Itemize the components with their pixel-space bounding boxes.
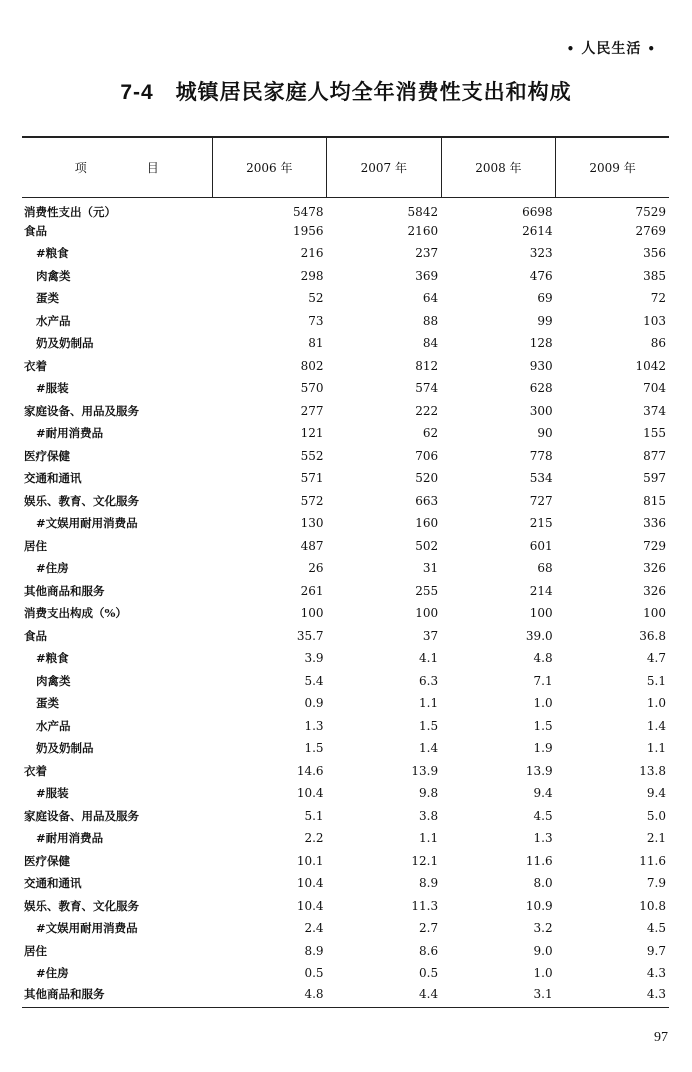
cell-value: 84 [422, 336, 439, 351]
cell-value: 2160 [407, 223, 439, 238]
row-label: #耐用消费品 [36, 426, 104, 441]
row-label: #住房 [36, 966, 69, 981]
section-header [561, 38, 662, 58]
table-row [22, 895, 669, 918]
table-row [22, 850, 669, 873]
row-label: 消费性支出（元） [24, 204, 116, 219]
cell-value: 13.8 [639, 763, 666, 778]
header-item-right: 目 [146, 160, 159, 175]
cell-value: 31 [422, 561, 439, 576]
cell-value: 155 [643, 426, 666, 441]
cell-value: 487 [300, 538, 324, 553]
cell-value: 6.3 [419, 673, 439, 688]
cell-value: 52 [308, 291, 324, 306]
table-row [22, 872, 669, 895]
cell-value: 4.8 [533, 651, 553, 666]
table-body [22, 197, 669, 1007]
column-header-item [22, 137, 212, 197]
cell-value: 10.4 [296, 898, 324, 913]
row-label: 其他商品和服务 [24, 583, 105, 598]
cell-value: 1.3 [533, 831, 553, 846]
cell-value: 1.0 [533, 966, 553, 981]
row-label: 医疗保健 [24, 853, 70, 868]
cell-value: 4.3 [556, 985, 669, 1008]
row-label: #住房 [36, 561, 69, 576]
cell-value: 261 [300, 583, 324, 598]
table-row [22, 805, 669, 828]
table-row [22, 355, 669, 378]
cell-value: 4.1 [419, 651, 439, 666]
cell-value: 9.7 [646, 943, 666, 958]
cell-value: 597 [643, 471, 666, 486]
cell-value: 802 [300, 358, 324, 373]
cell-value: 8.0 [533, 876, 553, 891]
table-row [22, 265, 669, 288]
cell-value: 99 [537, 313, 553, 328]
cell-value: 4.3 [646, 966, 666, 981]
row-label: 蛋类 [36, 291, 59, 306]
cell-value: 73 [308, 313, 324, 328]
cell-value: 778 [529, 448, 553, 463]
cell-value: 374 [643, 403, 666, 418]
cell-value: 36.8 [639, 628, 666, 643]
cell-value: 6698 [522, 204, 553, 219]
cell-value: 323 [529, 246, 553, 261]
cell-value: 8.9 [304, 943, 324, 958]
cell-value: 2.1 [646, 831, 666, 846]
cell-value: 68 [537, 561, 553, 576]
table-row [22, 647, 669, 670]
row-label: 娱乐、教育、文化服务 [24, 898, 139, 913]
cell-value: 502 [415, 538, 439, 553]
cell-value: 215 [529, 516, 553, 531]
cell-value: 5842 [407, 204, 439, 219]
cell-value: 8.6 [419, 943, 439, 958]
cell-value: 10.4 [296, 786, 324, 801]
column-header-year: 2006 年 [212, 137, 327, 197]
cell-value: 9.4 [646, 786, 666, 801]
cell-value: 1.5 [304, 741, 324, 756]
table-row [22, 625, 669, 648]
page-number: 97 [654, 1030, 668, 1045]
row-label: 居住 [24, 943, 47, 958]
cell-value: 706 [415, 448, 439, 463]
table-row [22, 535, 669, 558]
table-row [22, 580, 669, 603]
table-number: 7-4 [120, 81, 154, 104]
row-label: 蛋类 [36, 696, 59, 711]
table-row [22, 377, 669, 400]
cell-value: 300 [529, 403, 553, 418]
cell-value: 2.2 [304, 831, 324, 846]
table-row [22, 715, 669, 738]
cell-value: 7.9 [646, 876, 666, 891]
cell-value: 69 [537, 291, 553, 306]
cell-value: 81 [308, 336, 324, 351]
cell-value: 628 [529, 381, 553, 396]
row-label: 家庭设备、用品及服务 [24, 808, 139, 823]
row-label: 水产品 [36, 313, 71, 328]
cell-value: 1.9 [533, 741, 553, 756]
cell-value: 237 [415, 246, 439, 261]
row-label: 娱乐、教育、文化服务 [24, 493, 139, 508]
cell-value: 5478 [293, 204, 324, 219]
row-label: #文娱用耐用消费品 [36, 921, 138, 936]
cell-value: 255 [415, 583, 439, 598]
table-row [22, 670, 669, 693]
cell-value: 100 [643, 606, 666, 621]
row-label: 奶及奶制品 [36, 336, 94, 351]
row-label: 食品 [24, 628, 47, 643]
cell-value: 13.9 [525, 763, 553, 778]
cell-value: 298 [300, 268, 324, 283]
cell-value: 704 [643, 381, 666, 396]
row-label: #文娱用耐用消费品 [36, 516, 138, 531]
table-row [22, 827, 669, 850]
table-row [22, 557, 669, 580]
table-row [22, 985, 669, 1008]
cell-value: 11.6 [639, 853, 666, 868]
bullet-dot-icon: • [566, 42, 576, 56]
table-row [22, 287, 669, 310]
cell-value: 14.6 [296, 763, 324, 778]
cell-value: 1.3 [304, 718, 324, 733]
cell-value: 100 [529, 606, 553, 621]
cell-value: 3.1 [441, 985, 556, 1008]
row-label: 水产品 [36, 718, 71, 733]
cell-value: 812 [415, 358, 439, 373]
cell-value: 37 [422, 628, 439, 643]
consumption-table [22, 136, 669, 1008]
table-row [22, 242, 669, 265]
row-label: 衣着 [24, 358, 47, 373]
table-row [22, 467, 669, 490]
table-row [22, 400, 669, 423]
cell-value: 86 [650, 336, 666, 351]
cell-value: 7.1 [533, 673, 553, 688]
cell-value: 222 [415, 403, 439, 418]
table-row [22, 940, 669, 963]
cell-value: 4.7 [646, 651, 666, 666]
cell-value: 0.5 [419, 966, 439, 981]
row-label: #粮食 [36, 651, 69, 666]
cell-value: 64 [422, 291, 439, 306]
cell-value: 7529 [635, 204, 666, 219]
cell-value: 88 [422, 313, 439, 328]
cell-value: 128 [529, 336, 553, 351]
cell-value: 3.8 [419, 808, 439, 823]
cell-value: 5.1 [304, 808, 324, 823]
cell-value: 877 [643, 448, 666, 463]
row-label: 交通和通讯 [24, 876, 82, 891]
page-title [0, 76, 692, 106]
cell-value: 2614 [522, 223, 553, 238]
cell-value: 1.0 [646, 696, 666, 711]
cell-value: 0.5 [304, 966, 324, 981]
cell-value: 570 [300, 381, 324, 396]
cell-value: 1.4 [646, 718, 666, 733]
row-label: 居住 [24, 538, 47, 553]
cell-value: 72 [650, 291, 666, 306]
table-row [22, 512, 669, 535]
cell-value: 5.1 [646, 673, 666, 688]
cell-value: 3.9 [304, 651, 324, 666]
row-label: #粮食 [36, 246, 69, 261]
cell-value: 727 [529, 493, 553, 508]
column-header-year: 2007 年 [327, 137, 442, 197]
cell-value: 11.3 [411, 898, 439, 913]
cell-value: 729 [643, 538, 666, 553]
cell-value: 62 [422, 426, 439, 441]
cell-value: 1.1 [419, 696, 439, 711]
row-label: #耐用消费品 [36, 831, 104, 846]
row-label: 奶及奶制品 [36, 741, 94, 756]
table-header-row [22, 137, 669, 197]
cell-value: 277 [300, 403, 324, 418]
cell-value: 4.5 [533, 808, 553, 823]
cell-value: 815 [643, 493, 666, 508]
cell-value: 2769 [635, 223, 666, 238]
cell-value: 11.6 [525, 853, 553, 868]
cell-value: 160 [415, 516, 439, 531]
cell-value: 12.1 [411, 853, 439, 868]
cell-value: 26 [308, 561, 324, 576]
cell-value: 10.8 [639, 898, 666, 913]
cell-value: 663 [415, 493, 439, 508]
row-label: 衣着 [24, 763, 47, 778]
cell-value: 10.9 [525, 898, 553, 913]
cell-value: 4.4 [327, 985, 442, 1008]
row-label: 医疗保健 [24, 448, 70, 463]
cell-value: 385 [643, 268, 666, 283]
cell-value: 35.7 [296, 628, 324, 643]
cell-value: 476 [529, 268, 553, 283]
cell-value: 100 [300, 606, 324, 621]
cell-value: 356 [643, 246, 666, 261]
table-row [22, 962, 669, 985]
row-label: 家庭设备、用品及服务 [24, 403, 139, 418]
row-label: 其他商品和服务 [22, 985, 212, 1008]
cell-value: 1.5 [419, 718, 439, 733]
cell-value: 1042 [635, 358, 666, 373]
cell-value: 601 [529, 538, 553, 553]
cell-value: 5.0 [646, 808, 666, 823]
cell-value: 3.2 [533, 921, 553, 936]
cell-value: 552 [300, 448, 324, 463]
row-label: #服装 [36, 786, 69, 801]
cell-value: 90 [537, 426, 553, 441]
cell-value: 13.9 [411, 763, 439, 778]
cell-value: 9.4 [533, 786, 553, 801]
cell-value: 534 [529, 471, 553, 486]
table-row [22, 490, 669, 513]
table-row [22, 602, 669, 625]
table-title-text: 城镇居民家庭人均全年消费性支出和构成 [175, 80, 572, 104]
cell-value: 1.5 [533, 718, 553, 733]
cell-value: 100 [415, 606, 439, 621]
cell-value: 0.9 [304, 696, 324, 711]
cell-value: 10.1 [296, 853, 324, 868]
cell-value: 39.0 [525, 628, 553, 643]
cell-value: 930 [529, 358, 553, 373]
table-row [22, 445, 669, 468]
table-row [22, 422, 669, 445]
table-row [22, 220, 669, 243]
cell-value: 520 [415, 471, 439, 486]
section-header-text: 人民生活 [581, 41, 642, 57]
row-label: 食品 [24, 223, 47, 238]
table-row [22, 310, 669, 333]
cell-value: 216 [300, 246, 324, 261]
cell-value: 214 [529, 583, 553, 598]
column-header-year: 2008 年 [441, 137, 556, 197]
row-label: 交通和通讯 [24, 471, 82, 486]
cell-value: 326 [643, 583, 666, 598]
cell-value: 1956 [293, 223, 324, 238]
cell-value: 9.8 [419, 786, 439, 801]
table-row [22, 917, 669, 940]
cell-value: 1.1 [646, 741, 666, 756]
cell-value: 10.4 [296, 876, 324, 891]
table-row [22, 197, 669, 220]
table-row [22, 782, 669, 805]
cell-value: 4.5 [646, 921, 666, 936]
table-row [22, 332, 669, 355]
bullet-dot-icon: • [647, 42, 656, 56]
cell-value: 1.1 [419, 831, 439, 846]
cell-value: 1.0 [533, 696, 553, 711]
cell-value: 2.4 [304, 921, 324, 936]
row-label: 肉禽类 [36, 268, 71, 283]
cell-value: 2.7 [419, 921, 439, 936]
cell-value: 9.0 [533, 943, 553, 958]
cell-value: 130 [300, 516, 324, 531]
cell-value: 4.8 [212, 985, 327, 1008]
cell-value: 8.9 [419, 876, 439, 891]
header-item-left: 项 [74, 160, 87, 175]
row-label: 消费支出构成（%） [24, 606, 127, 621]
cell-value: 103 [643, 313, 666, 328]
row-label: #服装 [36, 381, 69, 396]
cell-value: 1.4 [419, 741, 439, 756]
cell-value: 572 [300, 493, 324, 508]
cell-value: 5.4 [304, 673, 324, 688]
cell-value: 336 [643, 516, 666, 531]
table-row [22, 737, 669, 760]
column-header-year: 2009 年 [556, 137, 669, 197]
table-row [22, 692, 669, 715]
cell-value: 574 [415, 381, 439, 396]
cell-value: 326 [643, 561, 666, 576]
row-label: 肉禽类 [36, 673, 71, 688]
cell-value: 571 [300, 471, 324, 486]
cell-value: 121 [300, 426, 324, 441]
cell-value: 369 [415, 268, 439, 283]
table-row [22, 760, 669, 783]
